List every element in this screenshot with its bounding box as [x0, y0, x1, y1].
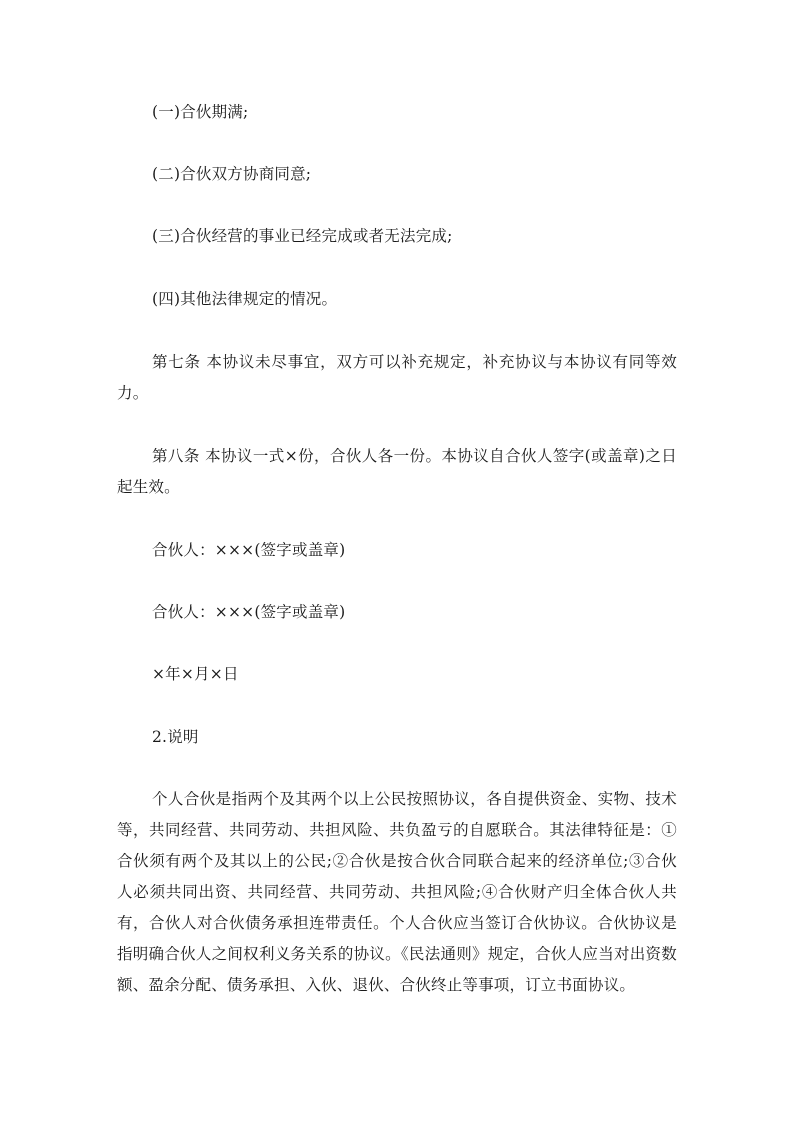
partner-signature-2: 合伙人：×××(签字或盖章) — [152, 603, 346, 621]
termination-item-1: (一)合伙期满; — [152, 103, 249, 121]
article-seven: 第七条 本协议未尽事宜，双方可以补充规定，补充协议与本协议有同等效力。 — [117, 353, 677, 402]
explanation-paragraph: 个人合伙是指两个及其两个以上公民按照协议，各自提供资金、实物、技术等，共同经营、共同劳动、共担风险、共负盈亏的自愿联合。其法律特征是：①合伙须有两个及其以上的公民;②合伙是按合伙合同联合起来的经济单位;③合伙人必须共同出资、共同经营、共同劳动、共担风险;④合伙财产归全体合伙人共有，合伙人对合伙债务承担连带责任。个人合伙应当签订合伙协议。合伙协议是指明确合伙人之间权利义务关系的协议。《民法通则》规定，合伙人应当对出资数额、盈余分配、债务承担、入伙、退伙、合伙终止等事项，订立书面协议。 — [117, 790, 677, 994]
termination-item-4: (四)其他法律规定的情况。 — [152, 290, 338, 308]
article-eight: 第八条 本协议一式×份，合伙人各一份。本协议自合伙人签字(或盖章)之日起生效。 — [117, 447, 677, 496]
section-heading-explanation: 2.说明 — [152, 728, 199, 746]
termination-item-2: (二)合伙双方协商同意; — [152, 165, 312, 183]
partner-signature-1: 合伙人：×××(签字或盖章) — [152, 541, 346, 559]
termination-item-3: (三)合伙经营的事业已经完成或者无法完成; — [152, 227, 453, 245]
signing-date: ×年×月×日 — [152, 665, 239, 683]
